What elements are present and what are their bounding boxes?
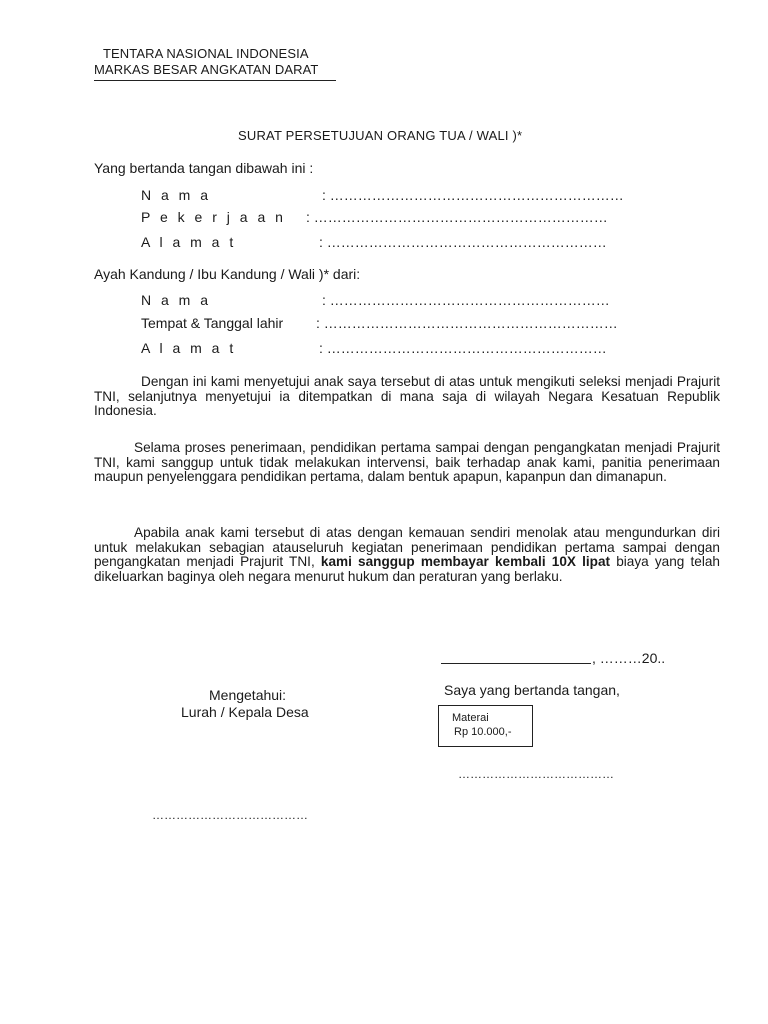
field-alamat2-label: A l a m a t [141,340,237,356]
witness-title: Lurah / Kepala Desa [181,704,309,720]
paragraph-3-text-a: Apabila anak kami tersebut di atas dengan kemauan sendiri menolak atau mengundurkan diri untuk melakukan sebagian atauseluruh kegiatan penerimaan pendidikan pertama sampai dengan pengangkatan menjadi Prajurit TNI, [94,525,720,570]
field-ttl-label: Tempat & Tanggal lahir [141,315,284,331]
materai-stamp-box [438,705,533,747]
field-nama2-label: N a m a [141,292,212,308]
signer-label: Saya yang bertanda tangan, [444,682,620,698]
witness-name-dots: ………………………………… [152,808,308,822]
date-place-line [441,663,591,664]
signer-name-dots: ………………………………… [458,767,614,781]
field-alamat-label: A l a m a t [141,234,237,250]
paragraph-3-text-b: biaya yang telah dikeluarkan baginya oleh negara menurut hukum dan peraturan yang berlaku. [94,554,720,585]
stamp-line-2: Rp 10.000,- [454,726,512,738]
header-underline [94,80,336,81]
header-line-1: TENTARA NASIONAL INDONESIA [103,46,309,61]
paragraph-1: Dengan ini kami menyetujui anak saya tersebut di atas untuk mengikuti seleksi menjadi Prajurit TNI, selanjutnya menyetujui ia ditempatkan di mana saja di wilayah Negara Kesatuan Republik Indonesia. [94,374,720,419]
paragraph-3 [94,526,720,585]
field-nama-value: : ……………………………………………………… [322,187,624,203]
field-alamat2-value: : …………………………………………………… [319,340,607,356]
paragraph-2: Selama proses penerimaan, pendidikan pertama sampai dengan pengangkatan menjadi Prajurit TNI, kami sanggup untuk tidak melakukan intervensi, baik terhadap anak kami, panitia penerimaan maupun penyelenggara pendidikan pertama, dalam bentuk apapun, kapanpun dan dimanapun. [94,440,720,485]
document-title: SURAT PERSETUJUAN ORANG TUA / WALI )* [238,128,523,143]
field-pekerjaan-value: : ……………………………………………………… [306,209,608,225]
field-ttl-value: : ……………………………………………………… [316,315,618,331]
section2-intro: Ayah Kandung / Ibu Kandung / Wali )* dari: [94,266,361,282]
stamp-line-1: Materai [452,712,489,724]
field-alamat-value: : …………………………………………………… [319,234,607,250]
date-suffix: , ………20.. [592,650,666,666]
field-nama2-value: : …………………………………………………… [322,292,610,308]
field-nama-label: N a m a [141,187,212,203]
witness-label: Mengetahui: [209,687,287,703]
field-pekerjaan-label: P e k e r j a a n [141,209,286,225]
header-line-2: MARKAS BESAR ANGKATAN DARAT [94,62,319,77]
section1-intro: Yang bertanda tangan dibawah ini : [94,160,314,176]
paragraph-3-bold: kami sanggup membayar kembali 10X lipat [320,554,611,570]
